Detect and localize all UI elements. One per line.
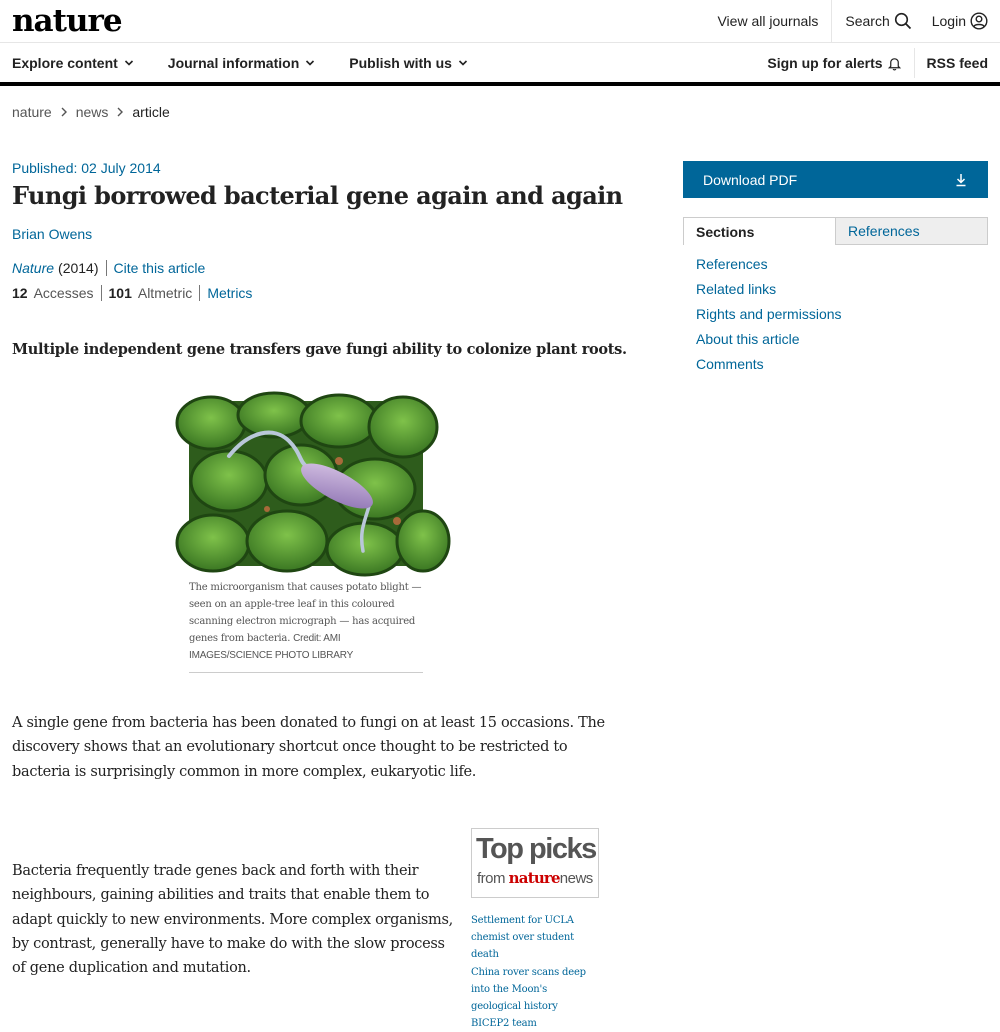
top-pick-link[interactable]: BICEP2 team xyxy=(471,1018,537,1030)
altmetric-label: Altmetric xyxy=(137,285,193,301)
top-picks-box xyxy=(471,828,599,1032)
sign-up-alerts-label: Sign up for alerts xyxy=(767,55,883,71)
main-nav xyxy=(0,43,1000,86)
published-date: Published: 02 July 2014 xyxy=(12,160,161,176)
chevron-right-icon xyxy=(116,107,124,117)
top-picks-news: news xyxy=(559,870,593,887)
figure-image[interactable] xyxy=(189,401,423,566)
author-link[interactable]: Brian Owens xyxy=(12,226,93,242)
top-picks-from: from xyxy=(477,870,505,887)
top-links xyxy=(704,0,988,42)
download-icon xyxy=(954,173,968,187)
sign-up-alerts-link[interactable] xyxy=(767,48,914,78)
user-icon xyxy=(970,12,988,30)
journal-name[interactable]: Nature xyxy=(12,260,55,276)
tab-sections[interactable]: Sections xyxy=(683,217,835,245)
breadcrumb-nature[interactable]: nature xyxy=(12,104,52,120)
nav-explore-content-label: Explore content xyxy=(12,55,118,71)
section-link-related-links[interactable]: Related links xyxy=(696,281,777,297)
nav-explore-content[interactable] xyxy=(12,55,134,71)
metrics-line xyxy=(12,285,252,301)
sidebar-tabs xyxy=(683,217,988,245)
figure-caption xyxy=(189,579,423,673)
figure-caption-text: The microorganism that causes potato blight — seen on an apple-tree leaf in this coloured scanning electron micrograph — has acquired genes from bacteria. xyxy=(189,582,422,644)
nature-logo[interactable]: nature xyxy=(12,3,122,39)
nav-publish-with-us-label: Publish with us xyxy=(349,55,452,71)
top-picks-heading: Top picks xyxy=(476,833,596,865)
accesses-count: 12 xyxy=(12,285,28,301)
metrics-link[interactable]: Metrics xyxy=(207,285,253,301)
altmetric-count: 101 xyxy=(108,285,132,301)
search-icon xyxy=(894,12,912,30)
nav-journal-information-label: Journal information xyxy=(167,55,300,71)
section-link-comments[interactable]: Comments xyxy=(696,356,764,372)
top-pick-link[interactable]: China rover scans deep into the Moon's geological history xyxy=(471,966,586,1013)
login-label: Login xyxy=(931,13,966,29)
nav-menu xyxy=(12,43,468,83)
top-bar xyxy=(0,0,1000,43)
breadcrumb xyxy=(12,104,170,120)
search-button[interactable] xyxy=(832,0,917,42)
breadcrumb-news[interactable]: news xyxy=(75,104,109,120)
divider xyxy=(101,285,102,301)
top-pick-link[interactable]: Settlement for UCLA chemist over student death xyxy=(471,915,574,961)
tab-references[interactable]: References xyxy=(835,217,988,245)
divider xyxy=(106,260,107,276)
bell-icon xyxy=(887,56,902,71)
article-paragraph: A single gene from bacteria has been donated to fungi on at least 15 occasions. The discovery shows that an evolutionary shortcut once thought to be restricted to bacteria is surprisingly common in more complex, eukaryotic life. xyxy=(12,715,605,780)
nav-publish-with-us[interactable] xyxy=(349,55,468,71)
top-picks-list xyxy=(471,912,599,1032)
nav-right xyxy=(767,43,988,83)
cite-this-article-link[interactable]: Cite this article xyxy=(113,260,206,276)
chevron-down-icon xyxy=(305,58,315,68)
citation-line xyxy=(12,260,205,276)
section-link-rights-permissions[interactable]: Rights and permissions xyxy=(696,306,842,322)
chevron-right-icon xyxy=(60,107,68,117)
article-figure xyxy=(189,401,423,673)
download-pdf-label: Download PDF xyxy=(703,171,798,188)
article-paragraph: Bacteria frequently trade genes back and forth with their neighbours, gaining abilities and traits that enable them to adapt quickly to new environments. More complex organisms, by contrast, generally have to make do with the slow process of gene duplication and mutation. xyxy=(12,863,453,977)
divider xyxy=(199,285,200,301)
section-link-about-article[interactable]: About this article xyxy=(696,331,800,347)
view-all-journals-link[interactable] xyxy=(704,0,832,42)
download-pdf-button[interactable] xyxy=(683,161,988,198)
article-year: (2014) xyxy=(58,260,99,276)
chevron-down-icon xyxy=(458,58,468,68)
article-standfirst: Multiple independent gene transfers gave fungi ability to colonize plant roots. xyxy=(12,341,627,358)
top-picks-subheading xyxy=(477,869,593,887)
login-button[interactable] xyxy=(918,0,988,42)
breadcrumb-article: article xyxy=(132,104,170,120)
nav-journal-information[interactable] xyxy=(168,55,315,71)
top-picks-logo xyxy=(471,828,599,898)
search-label: Search xyxy=(845,13,890,29)
view-all-journals-label: View all journals xyxy=(717,13,819,29)
article-title: Fungi borrowed bacterial gene again and again xyxy=(12,181,623,210)
accesses-label: Accesses xyxy=(33,285,94,301)
rss-feed-link[interactable]: RSS feed xyxy=(926,55,988,71)
section-link-references[interactable]: References xyxy=(696,256,768,272)
figure-credit: Credit: AMI IMAGES/SCIENCE PHOTO LIBRARY xyxy=(189,633,354,661)
top-picks-nature: nature xyxy=(508,869,560,887)
chevron-down-icon xyxy=(124,58,134,68)
sections-list xyxy=(696,256,842,381)
